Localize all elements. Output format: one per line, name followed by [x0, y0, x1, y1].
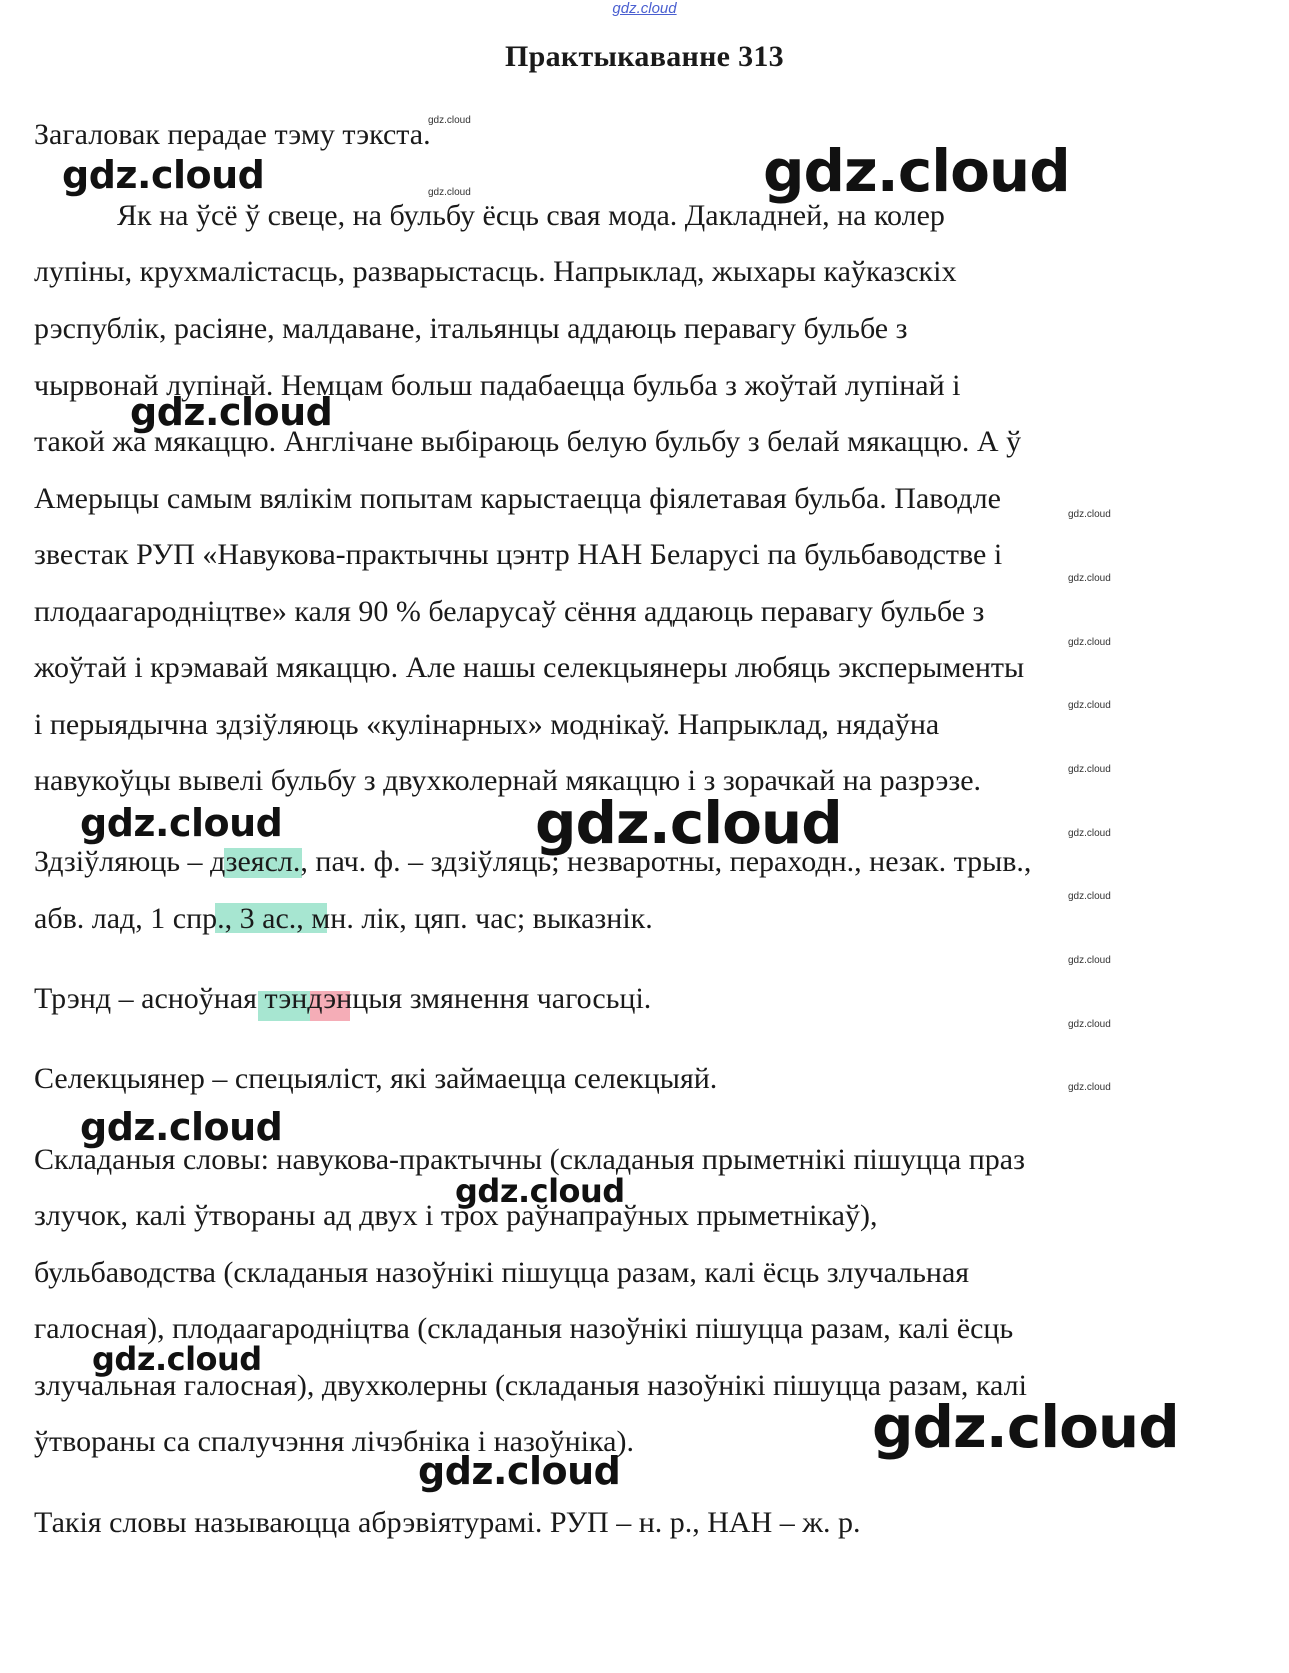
text-line: Як на ўсё ў свеце, на бульбу ёсць свая мода. Дакладней, на колер [117, 199, 945, 232]
watermark: gdz.cloud [130, 390, 333, 434]
watermark-small: gdz.cloud [428, 115, 471, 126]
text-line: Складаныя словы: навукова-практычны (складаныя прыметнікі пішуцца праз [34, 1143, 1025, 1176]
watermark: gdz.cloud [763, 137, 1070, 205]
watermark-small: gdz.cloud [1068, 637, 1111, 648]
watermark: gdz.cloud [418, 1449, 621, 1493]
text-line: навукоўцы вывелі бульбу з двухколернай мякаццю і з зорачкай на разрэзе. [34, 764, 982, 797]
watermark: gdz.cloud [62, 153, 265, 197]
text-line: галосная), плодаагародніцтва (складаныя назоўнікі пішуцца разам, калі ёсць [34, 1312, 1014, 1345]
watermark-small: gdz.cloud [1068, 1082, 1111, 1093]
text-line: злучальная галосная), двухколерны (складаныя назоўнікі пішуцца разам, калі [34, 1369, 1027, 1402]
text-line: Трэнд – асноўная тэндэнцыя змянення чагосьці. [34, 982, 652, 1015]
text-line: звестак РУП «Навукова-практычны цэнтр НАН Беларусі па бульбаводстве і [34, 538, 1003, 571]
watermark: gdz.cloud [872, 1393, 1179, 1461]
text-line: чырвонай лупінай. Немцам больш падабаецца бульба з жоўтай лупінай і [34, 369, 961, 402]
text-line: лупіны, крухмалістасць, разварыстасць. Напрыклад, жыхары каўказскіх [34, 255, 957, 288]
watermark: gdz.cloud [80, 1105, 283, 1149]
page-title: Практыкаванне 313 [505, 40, 784, 73]
text-line: плодаагародніцтве» каля 90 % беларусаў сёння аддаюць перавагу бульбе з [34, 595, 985, 628]
watermark-small: gdz.cloud [1068, 1019, 1111, 1030]
watermark-small: gdz.cloud [1068, 764, 1111, 775]
watermark-small: gdz.cloud [428, 187, 471, 198]
watermark-small: gdz.cloud [1068, 955, 1111, 966]
text-line: ўтвораны са спалучэння лічэбніка і назоўніка). [34, 1425, 634, 1458]
text-line: такой жа мякаццю. Англічане выбіраюць белую бульбу з белай мякаццю. А ў [34, 425, 1022, 458]
text-line: і перыядычна здзіўляюць «кулінарных» моднікаў. Напрыклад, нядаўна [34, 708, 940, 741]
text-line: жоўтай і крэмавай мякаццю. Але нашы селекцыянеры любяць эксперыменты [34, 651, 1025, 684]
text-line: Селекцыянер – спецыяліст, які займаецца селекцыяй. [34, 1062, 718, 1095]
text-line: рэспублік, расіяне, малдаване, італьянцы аддаюць перавагу бульбе з [34, 312, 908, 345]
watermark-small: gdz.cloud [1068, 509, 1111, 520]
text-line: Здзіўляюць – дзеясл., пач. ф. – здзіўляць; незваротны, пераходн., незак. трыв., [34, 845, 1032, 878]
watermark-small: gdz.cloud [1068, 573, 1111, 584]
text-line: Амерыцы самым вялікім попытам карыстаецца фіялетавая бульба. Паводле [34, 482, 1001, 515]
watermark: gdz.cloud [92, 1340, 262, 1378]
site-logo[interactable]: gdz.cloud [612, 0, 677, 17]
watermark: gdz.cloud [455, 1172, 625, 1210]
watermark-small: gdz.cloud [1068, 700, 1111, 711]
text-line: абв. лад, 1 спр., 3 ас., мн. лік, цяп. час; выказнік. [34, 902, 653, 935]
text-line: Такія словы называюцца абрэвіятурамі. РУП – н. р., НАН – ж. р. [34, 1506, 861, 1539]
text-line: злучок, калі ўтвораны ад двух і трох раўнапраўных прыметнікаў), [34, 1199, 878, 1232]
watermark: gdz.cloud [80, 801, 283, 845]
watermark-small: gdz.cloud [1068, 828, 1111, 839]
watermark: gdz.cloud [535, 789, 842, 857]
watermark-small: gdz.cloud [1068, 891, 1111, 902]
text-line: бульбаводства (складаныя назоўнікі пішуцца разам, калі ёсць злучальная [34, 1256, 970, 1289]
text-line: Загаловак перадае тэму тэкста. [34, 118, 431, 151]
